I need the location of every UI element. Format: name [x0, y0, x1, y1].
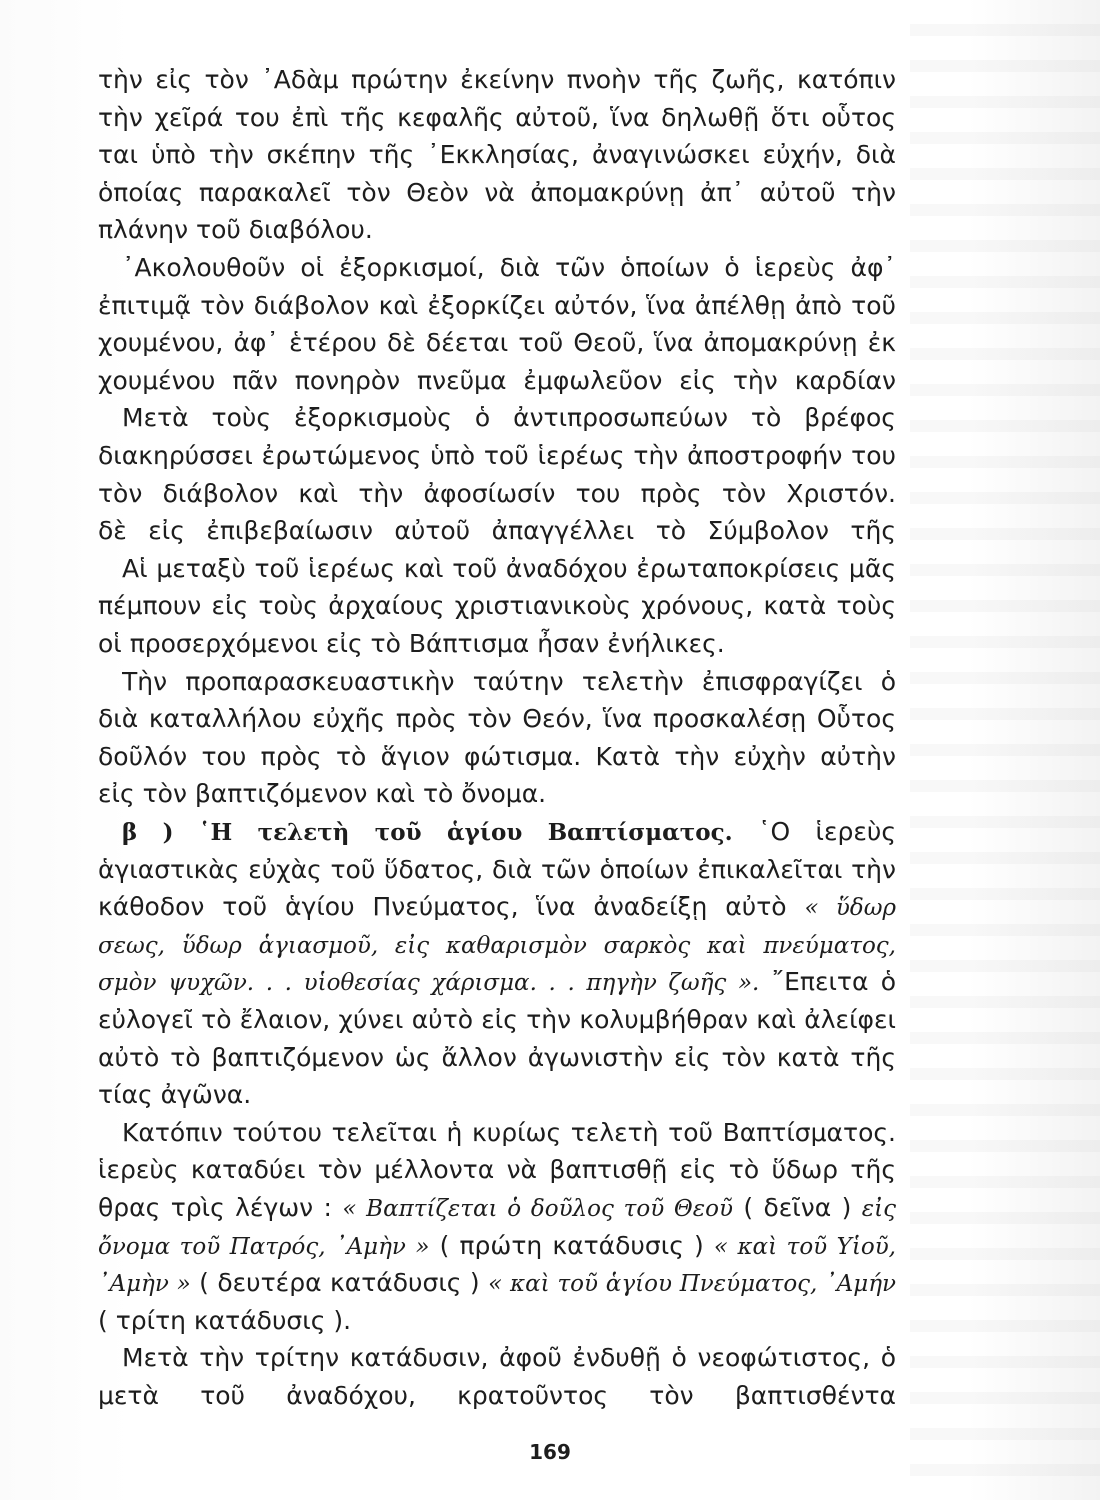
- text-line: ἁγιαστικὰς εὐχὰς τοῦ ὕδατος, διὰ τῶν ὁποίων ἐπικαλεῖται τὴν: [98, 854, 896, 884]
- text-line: τὸν διάβολον καὶ τὴν ἀφοσίωσίν του πρὸς τὸν Χριστόν.: [98, 478, 896, 508]
- text-line: χουμένου πᾶν πονηρὸν πνεῦμα ἐμφωλεῦον εἰς τὴν καρδίαν: [98, 365, 896, 395]
- text-line: ἐπιτιμᾷ τὸν διάβολον καὶ ἐξορκίζει αὐτόν, ἵνα ἀπέλθῃ ἀπὸ τοῦ: [98, 290, 896, 320]
- quotation: « καὶ τοῦ Υἱοῦ,: [713, 1233, 896, 1260]
- quotation: ὄνομα τοῦ Πατρός, ᾿Αμὴν »: [98, 1233, 430, 1260]
- text-line: εὐλογεῖ τὸ ἔλαιον, χύνει αὐτὸ εἰς τὴν κολυμβήθραν καὶ ἀλείφει: [98, 1005, 896, 1034]
- text-line: Μετὰ τὴν τρίτην κατάδυσιν, ἀφοῦ ἐνδυθῇ ὁ νεοφώτιστος, ὁ: [122, 1343, 896, 1373]
- text-line: οἱ προσερχόμενοι εἰς τὸ Βάπτισμα ἦσαν ἐνήλικες.: [98, 629, 725, 658]
- section-heading: β ) ῾Η τελετὴ τοῦ ἁγίου Βαπτίσματος.: [122, 819, 733, 846]
- text-line: αὐτὸ τὸ βαπτιζόμενον ὡς ἄλλον ἀγωνιστὴν εἰς τὸν κατὰ τῆς: [98, 1042, 896, 1072]
- text-line: διακηρύσσει ἐρωτώμενος ὑπὸ τοῦ ἱερέως τὴν ἀποστροφήν του: [98, 441, 896, 470]
- page-number: 169: [529, 1439, 571, 1464]
- text-line: μετὰ τοῦ ἀναδόχου, κρατοῦντος τὸν βαπτισθέντα: [98, 1381, 896, 1410]
- text-line: χουμένου, ἀφ᾿ ἑτέρου δὲ δέεται τοῦ Θεοῦ, ἵνα ἀπομακρύνῃ ἐκ: [98, 328, 896, 358]
- text-line: πλάνην τοῦ διαβόλου.: [98, 215, 373, 245]
- quotation: « Βαπτίζεται ὁ δοῦλος τοῦ Θεοῦ: [342, 1196, 733, 1222]
- text-line: ᾿Αμὴν » ( δευτέρα κατάδυσις ) « καὶ τοῦ ἁγίου Πνεύματος, ᾿Αμήν: [0, 1263, 1100, 1303]
- text-line: τίας ἀγῶνα.: [98, 1080, 252, 1110]
- section-heading-continuation: ῾Ο ἱερεὺς: [757, 817, 896, 846]
- text-line: δοῦλόν του πρὸς τὸ ἅγιον φώτισμα. Κατὰ τὴν εὐχὴν αὐτὴν: [98, 741, 896, 771]
- text-line: ᾿Ακολουθοῦν οἱ ἐξορκισμοί, διὰ τῶν ὁποίων ὁ ἱερεὺς ἀφ᾿: [122, 253, 896, 282]
- quotation: « καὶ τοῦ ἁγίου Πνεύματος, ᾿Αμήν: [488, 1271, 896, 1298]
- quotation: σμὸν ψυχῶν. . . υἱοθεσίας χάρισμα. . . πηγὴν ζωῆς ».: [98, 970, 760, 997]
- text-line: Μετὰ τοὺς ἐξορκισμοὺς ὁ ἀντιπροσωπεύων τὸ βρέφος: [122, 403, 896, 433]
- quotation: ᾿Αμὴν »: [98, 1271, 191, 1298]
- text-line: Κατόπιν τούτου τελεῖται ἡ κυρίως τελετὴ τοῦ Βαπτίσματος.: [122, 1117, 896, 1147]
- quotation: εἰς: [861, 1196, 896, 1222]
- quotation: σεως, ὕδωρ ἁγιασμοῦ, εἰς καθαρισμὸν σαρκὸς καὶ πνεύματος,: [98, 932, 896, 959]
- text-line: πέμπουν εἰς τοὺς ἀρχαίους χριστιανικοὺς χρόνους, κατὰ τοὺς: [98, 591, 896, 621]
- text-line: Τὴν προπαρασκευαστικὴν ταύτην τελετὴν ἐπισφραγίζει ὁ: [122, 666, 896, 696]
- text-line: ( τρίτη κατάδυσις ).: [98, 1305, 352, 1335]
- text-line: θρας τρὶς λέγων : « Βαπτίζεται ὁ δοῦλος τοῦ Θεοῦ ( δεῖνα ) εἰς: [0, 1188, 1100, 1228]
- text-line: δὲ εἰς ἐπιβεβαίωσιν αὐτοῦ ἀπαγγέλλει τὸ Σύμβολον τῆς: [98, 516, 896, 546]
- text-line: κάθοδον τοῦ ἁγίου Πνεύματος, ἵνα ἀναδείξῃ αὐτὸ « ὕδωρ: [0, 887, 1100, 927]
- text-line: τὴν χεῖρά του ἐπὶ τῆς κεφαλῆς αὐτοῦ, ἵνα δηλωθῇ ὅτι οὗτος: [98, 102, 896, 132]
- text-line: διὰ καταλλήλου εὐχῆς πρὸς τὸν Θεόν, ἵνα προσκαλέσῃ Οὗτος: [98, 704, 896, 734]
- text-line: τὴν εἰς τὸν ᾿Αδὰμ πρώτην ἐκείνην πνοὴν τῆς ζωῆς, κατόπιν: [98, 65, 896, 94]
- text-line: ται ὑπὸ τὴν σκέπην τῆς ᾿Εκκλησίας, ἀναγινώσκει εὐχήν, διὰ: [98, 140, 896, 170]
- text-line: σμὸν ψυχῶν. . . υἱοθεσίας χάρισμα. . . πηγὴν ζωῆς ». ῎Επειτα ὁ: [98, 967, 896, 997]
- text-line: ὁποίας παρακαλεῖ τὸν Θεὸν νὰ ἀπομακρύνῃ ἀπ᾿ αὐτοῦ τὴν: [98, 177, 896, 207]
- text-line: ὄνομα τοῦ Πατρός, ᾿Αμὴν » ( πρώτη κατάδυσις ) « καὶ τοῦ Υἱοῦ,: [98, 1230, 896, 1260]
- quotation: « ὕδωρ: [804, 895, 896, 922]
- text-line: εἰς τὸν βαπτιζόμενον καὶ τὸ ὄνομα.: [98, 779, 547, 809]
- text-line: Αἱ μεταξὺ τοῦ ἱερέως καὶ τοῦ ἀναδόχου ἐρωταποκρίσεις μᾶς: [122, 553, 896, 583]
- text-line: ἱερεὺς καταδύει τὸν μέλλοντα νὰ βαπτισθῇ εἰς τὸ ὕδωρ τῆς: [98, 1155, 896, 1185]
